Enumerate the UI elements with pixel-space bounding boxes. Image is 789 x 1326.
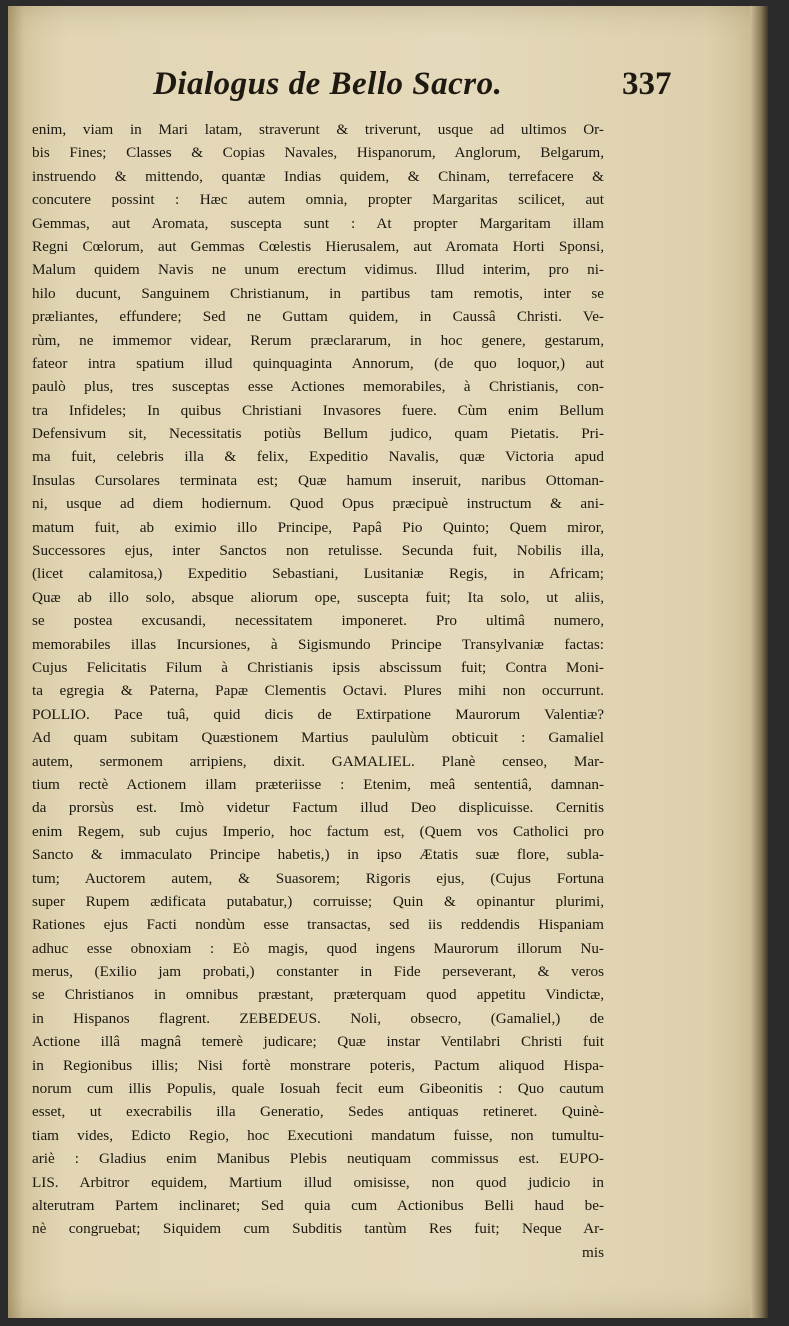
text-line: ariè : Gladius enim Manibus Plebis neutiquam commissus est. EUPO- [32,1150,604,1168]
text-line: Actione illâ magnâ temerè judicare; Quæ instar Ventilabri Christi fuit [32,1033,604,1051]
text-line: Insulas Cursolares terminata est; Quæ hamum inseruit, naribus Ottoman- [32,471,604,489]
text-line: esset, ut execrabilis illa Generatio, Sedes antiquas retineret. Quinè- [32,1103,604,1121]
text-line: merus, (Exilio jam probati,) constanter in Fide perseverant, & veros [32,963,604,981]
text-line: rùm, ne immemor videar, Rerum præclararum, in hoc genere, gestarum, [32,331,604,349]
text-line: se Christianos in omnibus præstant, præterquam quod appetitu Vindictæ, [32,986,604,1004]
page-edge-shadow [750,6,768,1318]
text-line: paulò plus, tres susceptas esse Actiones memorabiles, à Christianis, con- [32,378,604,396]
text-line: bis Fines; Classes & Copias Navales, Hispanorum, Anglorum, Belgarum, [32,144,604,162]
text-line: mis [582,1243,604,1261]
text-line: Regni Cœlorum, aut Gemmas Cœlestis Hierusalem, aut Aromata Horti Sponsi, [32,237,604,255]
text-line: tum; Auctorem autem, & Suasorem; Rigoris ejus, (Cujus Fortuna [32,869,604,887]
text-line: Sancto & immaculato Principe habetis,) in ipso Ætatis suæ flore, subla- [32,846,604,864]
text-line: alterutram Partem inclinaret; Sed quia cum Actionibus Belli haud be- [32,1196,604,1214]
text-line: ta egregia & Paterna, Papæ Clementis Octavi. Plures mihi non occurrunt. [32,682,604,700]
running-title: Dialogus de Bello Sacro. [153,66,503,102]
text-line: Ad quam subitam Quæstionem Martius paululùm obticuit : Gamaliel [32,729,604,747]
text-line: da prorsùs est. Imò videtur Factum illud Deo displicuisse. Cernitis [32,799,604,817]
page-number: 337 [622,66,672,102]
text-line: tium rectè Actionem illam præteriisse : Etenim, meâ sententiâ, damnan- [32,775,604,793]
text-line: fateor intra spatium illud quinquaginta Annorum, (de quo loquor,) aut [32,354,604,372]
text-line: Successores ejus, inter Sanctos non retulisse. Secunda fuit, Nobilis illa, [32,542,604,560]
text-line: ma fuit, celebris illa & felix, Expeditio Navalis, quæ Victoria apud [32,448,604,466]
book-page [8,6,768,1318]
text-line: se postea excusandi, necessitatem imponeret. Pro ultimâ numero, [32,612,604,630]
text-line: norum cum illis Populis, quale Iosuah fecit eum Gibeonitis : Quo cautum [32,1080,604,1098]
text-line: Gemmas, aut Aromata, suscepta sunt : At propter Margaritam illam [32,214,604,232]
text-line: ni, usque ad diem hodiernum. Quod Opus præcipuè instructum & ani- [32,495,604,513]
text-line: tra Infideles; In quibus Christiani Invasores fuere. Cùm enim Bellum [32,401,604,419]
text-line: Rationes ejus Facti nondùm esse transactas, sed iis reddendis Hispaniam [32,916,604,934]
text-line: in Hispanos flagrent. ZEBEDEUS. Noli, obsecro, (Gamaliel,) de [32,1009,604,1027]
text-line: Cujus Felicitatis Filum à Christianis ipsis abscissum fuit; Contra Moni- [32,658,604,676]
text-line: Defensivum sit, Necessitatis potiùs Bellum judico, quam Pietatis. Pri- [32,425,604,443]
text-line: in Regionibus illis; Nisi fortè monstrare poteris, Pactum aliquod Hispa- [32,1056,604,1074]
text-line: nè congruebat; Siquidem cum Subditis tantùm Res fuit; Neque Ar- [32,1220,604,1238]
text-line: Quæ ab illo solo, absque aliorum ope, suscepta fuit; Ita solo, ut aliis, [32,588,604,606]
text-line: (licet calamitosa,) Expeditio Sebastiani, Lusitaniæ Regis, in Africam; [32,565,604,583]
text-line: LIS. Arbitror equidem, Martium illud omisisse, non quod judicio in [32,1173,604,1191]
text-line: POLLIO. Pace tuâ, quid dicis de Extirpatione Maurorum Valentiæ? [32,705,604,723]
page-header [138,66,678,118]
text-line: super Rupem ædificata putabatur,) corruisse; Quin & opinantur plurimi, [32,892,604,910]
text-line: autem, sermonem arripiens, dixit. GAMALIEL. Planè censeo, Mar- [32,752,604,770]
text-line: concutere possint : Hæc autem omnia, propter Margaritas scilicet, aut [32,191,604,209]
text-line: Malum quidem Navis ne unum erectum vidimus. Illud interim, pro ni- [32,261,604,279]
text-line: hilo ducunt, Sanguinem Christianum, in partibus tam remotis, inter se [32,284,604,302]
text-line: memorabiles illas Incursiones, à Sigismundo Principe Transylvaniæ factas: [32,635,604,653]
text-line: præliantes, effundere; Sed ne Guttam quidem, in Caussâ Christi. Ve- [32,308,604,326]
body-text [32,118,604,1261]
text-line: adhuc esse obnoxiam : Eò magis, quod ingens Maurorum illorum Nu- [32,939,604,957]
text-line: enim, viam in Mari latam, straverunt & triverunt, usque ad ultimos Or- [32,121,604,138]
text-line: matum fuit, ab eximio illo Principe, Papâ Pio Quinto; Quem miror, [32,518,604,536]
text-line: enim Regem, sub cujus Imperio, hoc factum est, (Quem vos Catholici pro [32,822,604,840]
text-line: tiam vides, Edicto Regio, hoc Executioni mandatum fuisse, non tumultu- [32,1126,604,1144]
text-line: instruendo & mittendo, quantæ Indias quidem, & Chinam, terrefacere & [32,167,604,185]
